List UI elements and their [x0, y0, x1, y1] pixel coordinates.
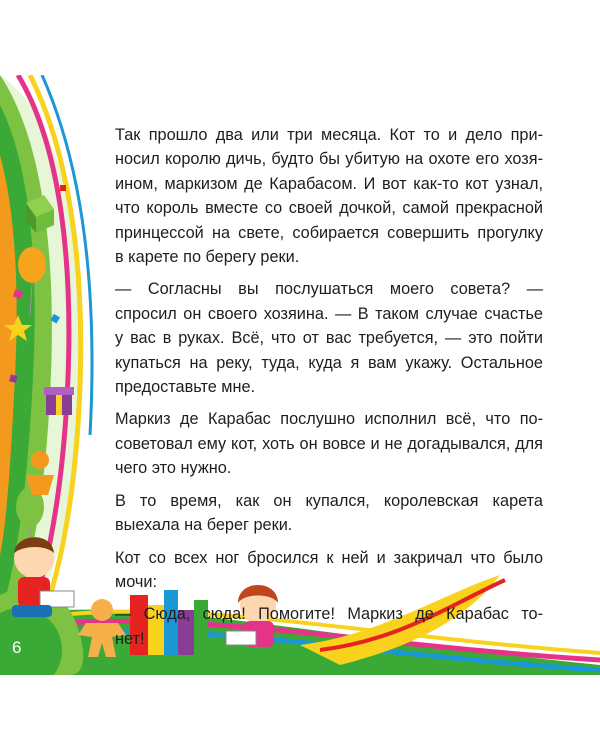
paragraph-3: Маркиз де Карабас послушно исполнил всё, что по- советовал ему кот, хоть он вовсе и не догадывался, для чего это нужно. [115, 410, 543, 478]
paragraph-1: Так прошло два или три месяца. Кот то и дело при- носил королю дичь, будто бы убитую на охоте его хозя- ином, маркизом де Карабасом. И вот как-то кот узнал, что король вместе со своей дочкой, самой прекрасной принцессой на свете, собирается совершить прогулку в карете по берегу реки. [115, 126, 543, 267]
gift-icon [44, 387, 74, 415]
paragraph-5: Кот со всех ног бросился к ней и закричал что было мочи: [115, 548, 543, 591]
gingerbread-icon [26, 451, 54, 495]
book-page [0, 75, 600, 675]
paragraph-6: — Сюда, сюда! Помогите! Маркиз де Карабас то- нет! [115, 605, 543, 648]
balloon-icon [18, 247, 46, 315]
paragraph-4: В то время, как он купался, королевская карета выехала на берег реки. [115, 491, 543, 535]
cube-icon [26, 195, 54, 233]
story-text [85, 123, 543, 659]
page-number: 6 [12, 638, 22, 657]
star-icon [4, 315, 32, 341]
boy-reading-icon [12, 537, 74, 617]
paragraph-2: — Согласны вы послушаться моего совета? — спросил он своего хозяина. — В таком случае счастье у вас в руках. Всё, что от вас требуется, — это пойти купаться на реку, туда, куда я вам укажу. Остальное предоставьте мне. [115, 280, 543, 397]
